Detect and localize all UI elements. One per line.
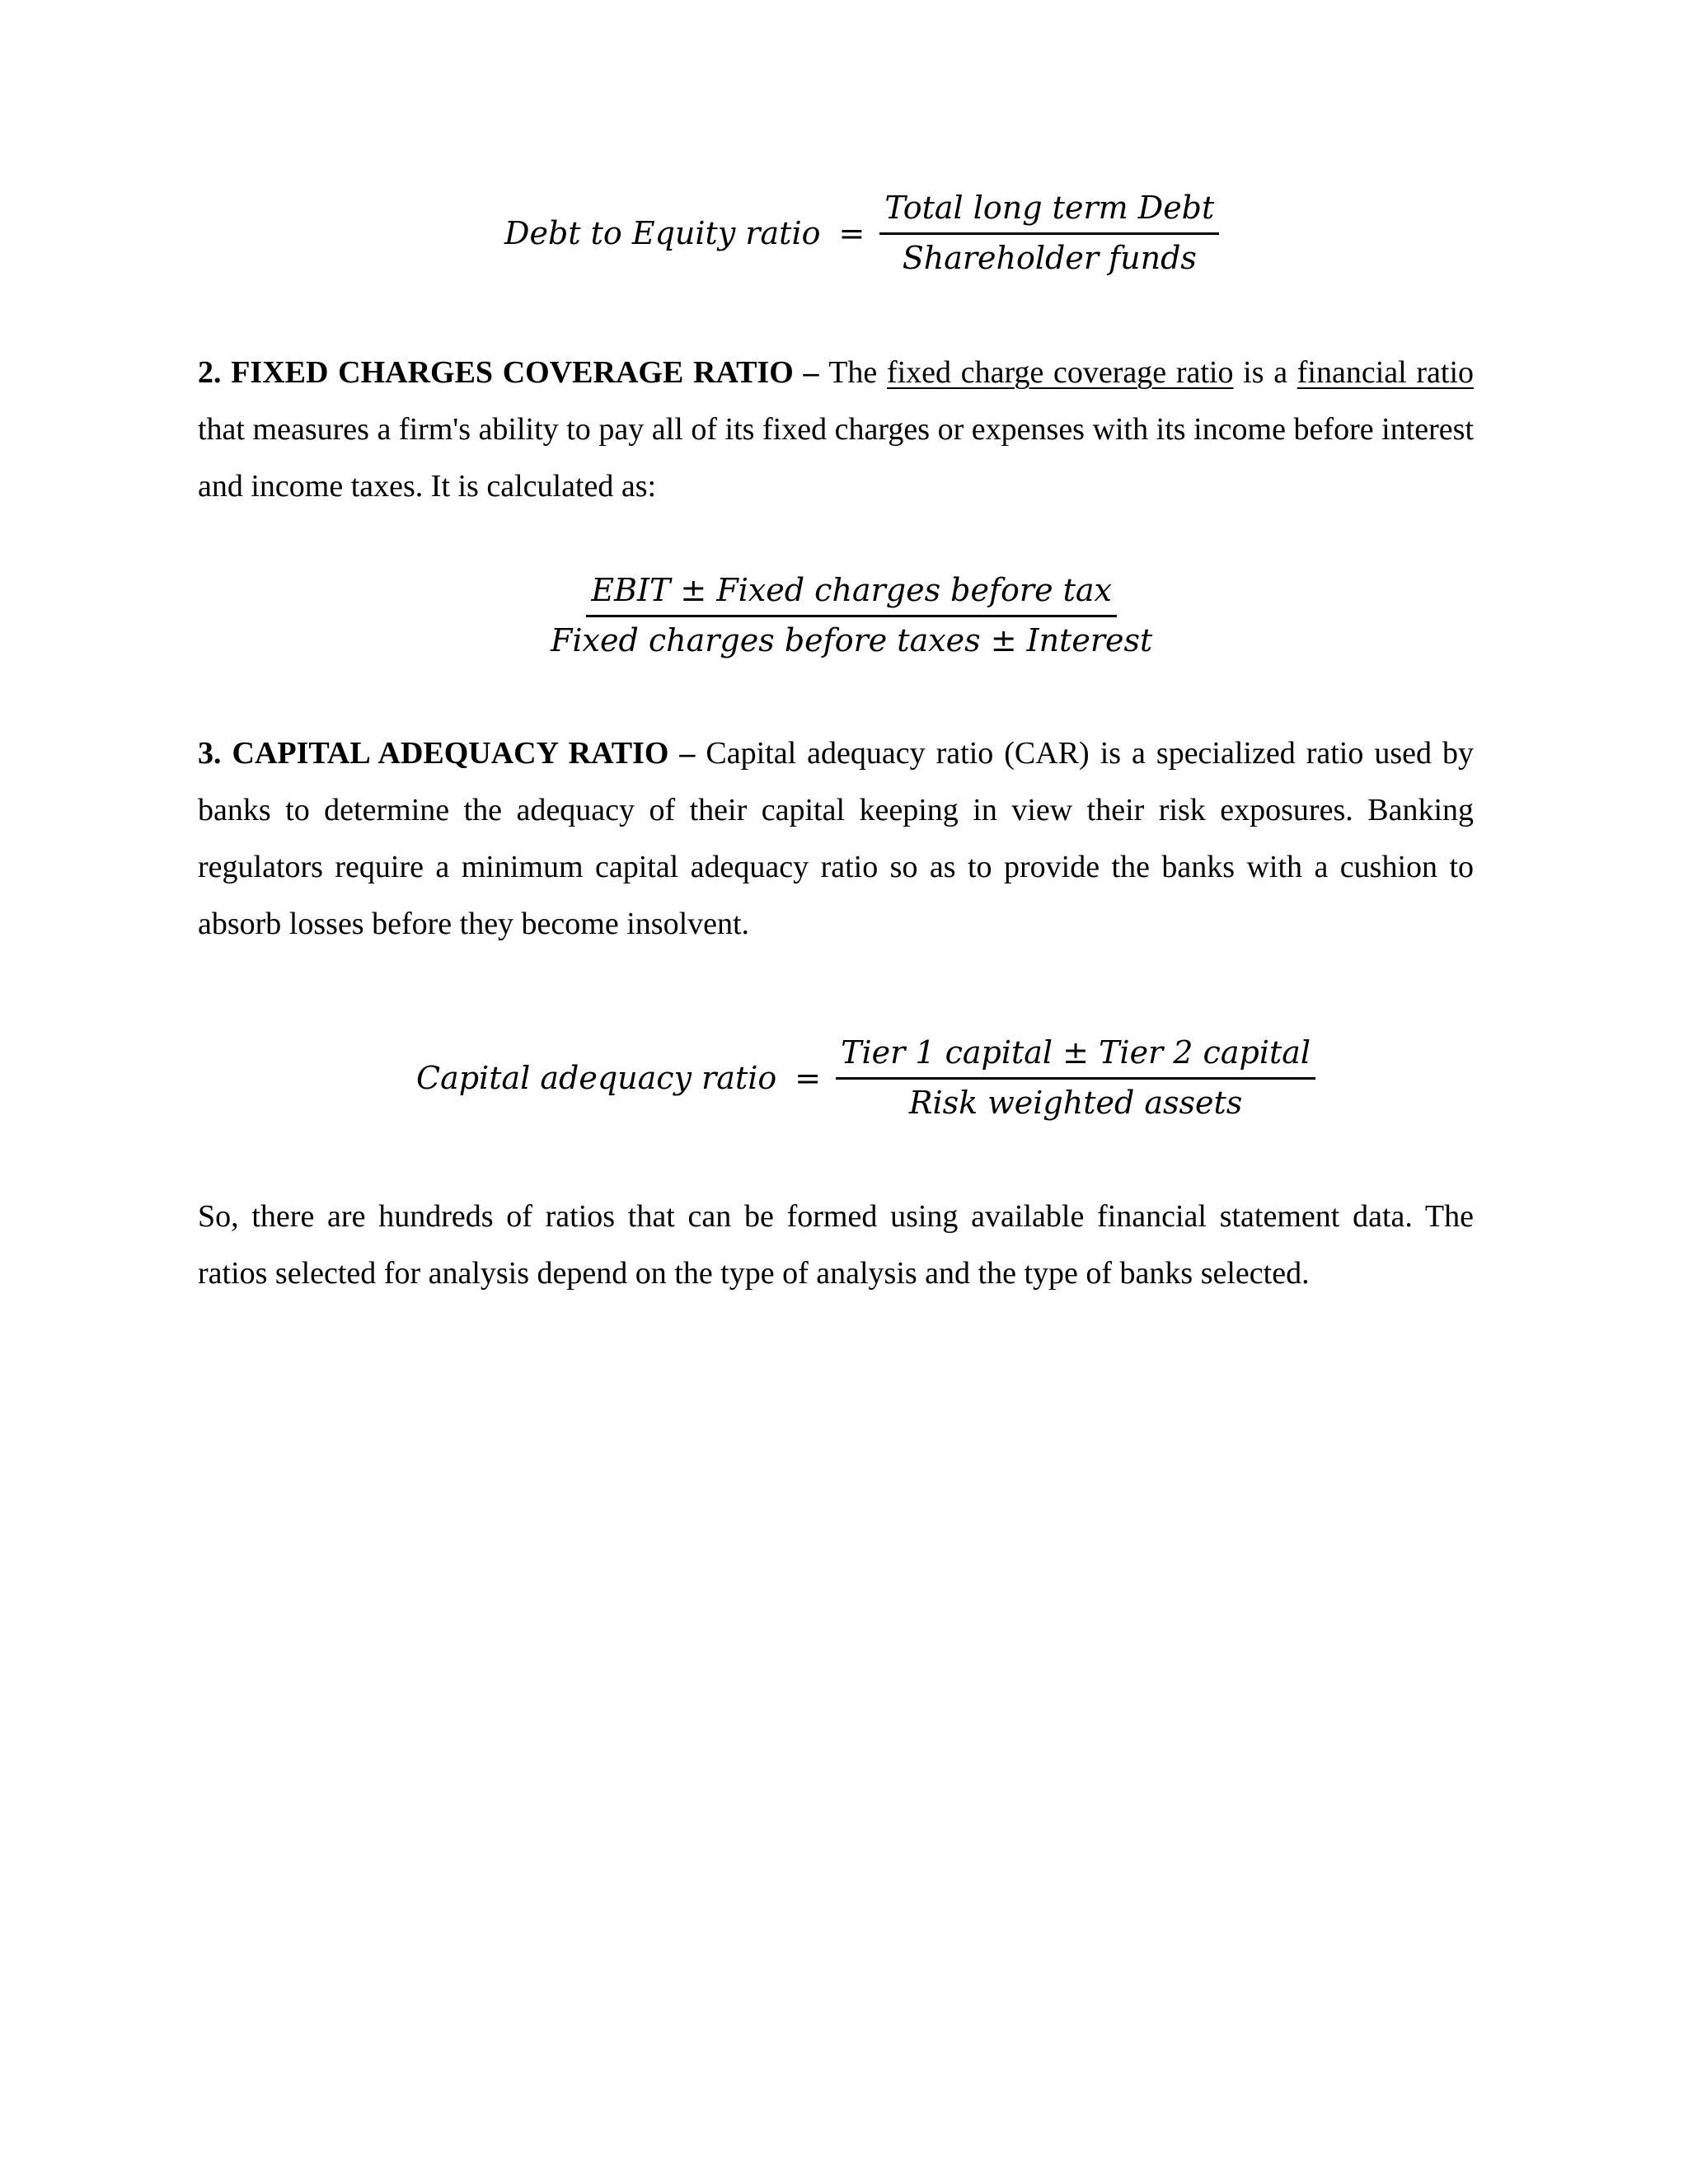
- equation-lhs: Debt to Equity ratio: [504, 215, 821, 252]
- denominator: Shareholder funds: [902, 239, 1197, 276]
- fixed-charge-coverage-ratio-link[interactable]: fixed charge coverage ratio: [886, 355, 1234, 390]
- numerator: Tier 1 capital ± Tier 2 capital: [836, 1036, 1315, 1080]
- numerator: Total long term Debt: [879, 191, 1219, 235]
- fixed-charges-paragraph: [198, 344, 1474, 515]
- denominator: Risk weighted assets: [908, 1084, 1243, 1121]
- capital-adequacy-paragraph: [198, 725, 1474, 953]
- paragraph-text: Capital adequacy ratio (CAR) is a specialized ratio used by banks to determine the adequacy of their capital keeping in view their risk exposures. Banking regulators require a minimum capital adequacy ratio so as to provide the banks with a cushion to absorb losses before they become insolvent.: [198, 736, 1474, 941]
- paragraph-text: is a: [1233, 355, 1297, 390]
- fixed-charges-equation: [546, 574, 1157, 658]
- section-heading: 3. CAPITAL ADEQUACY RATIO: [198, 736, 669, 771]
- paragraph-text: that measures a firm's ability to pay all of its fixed charges or expenses with its income before interest and income taxes. It is calculated as:: [198, 412, 1474, 504]
- equals-sign: =: [838, 215, 865, 252]
- paragraph-text: The: [828, 355, 887, 390]
- section-heading: 2. FIXED CHARGES COVERAGE RATIO: [198, 355, 794, 390]
- closing-paragraph: [198, 1188, 1474, 1302]
- heading-dash: –: [793, 355, 829, 390]
- fraction: [879, 191, 1219, 276]
- debt-equity-equation: [504, 191, 1219, 276]
- paragraph-text: So, there are hundreds of ratios that can be formed using available financial statement data. The ratios selected for analysis depend on the type of analysis and the type of banks selected.: [198, 1199, 1474, 1291]
- numerator: EBIT ± Fixed charges before tax: [586, 574, 1117, 617]
- equation-lhs: Capital adequacy ratio: [416, 1060, 777, 1097]
- fraction: [836, 1036, 1315, 1121]
- capital-adequacy-equation: [416, 1036, 1315, 1121]
- fraction: [546, 574, 1157, 658]
- financial-ratio-link[interactable]: financial ratio: [1296, 355, 1475, 390]
- heading-dash: –: [668, 736, 706, 771]
- denominator: Fixed charges before taxes ± Interest: [551, 621, 1153, 658]
- equals-sign: =: [795, 1060, 822, 1097]
